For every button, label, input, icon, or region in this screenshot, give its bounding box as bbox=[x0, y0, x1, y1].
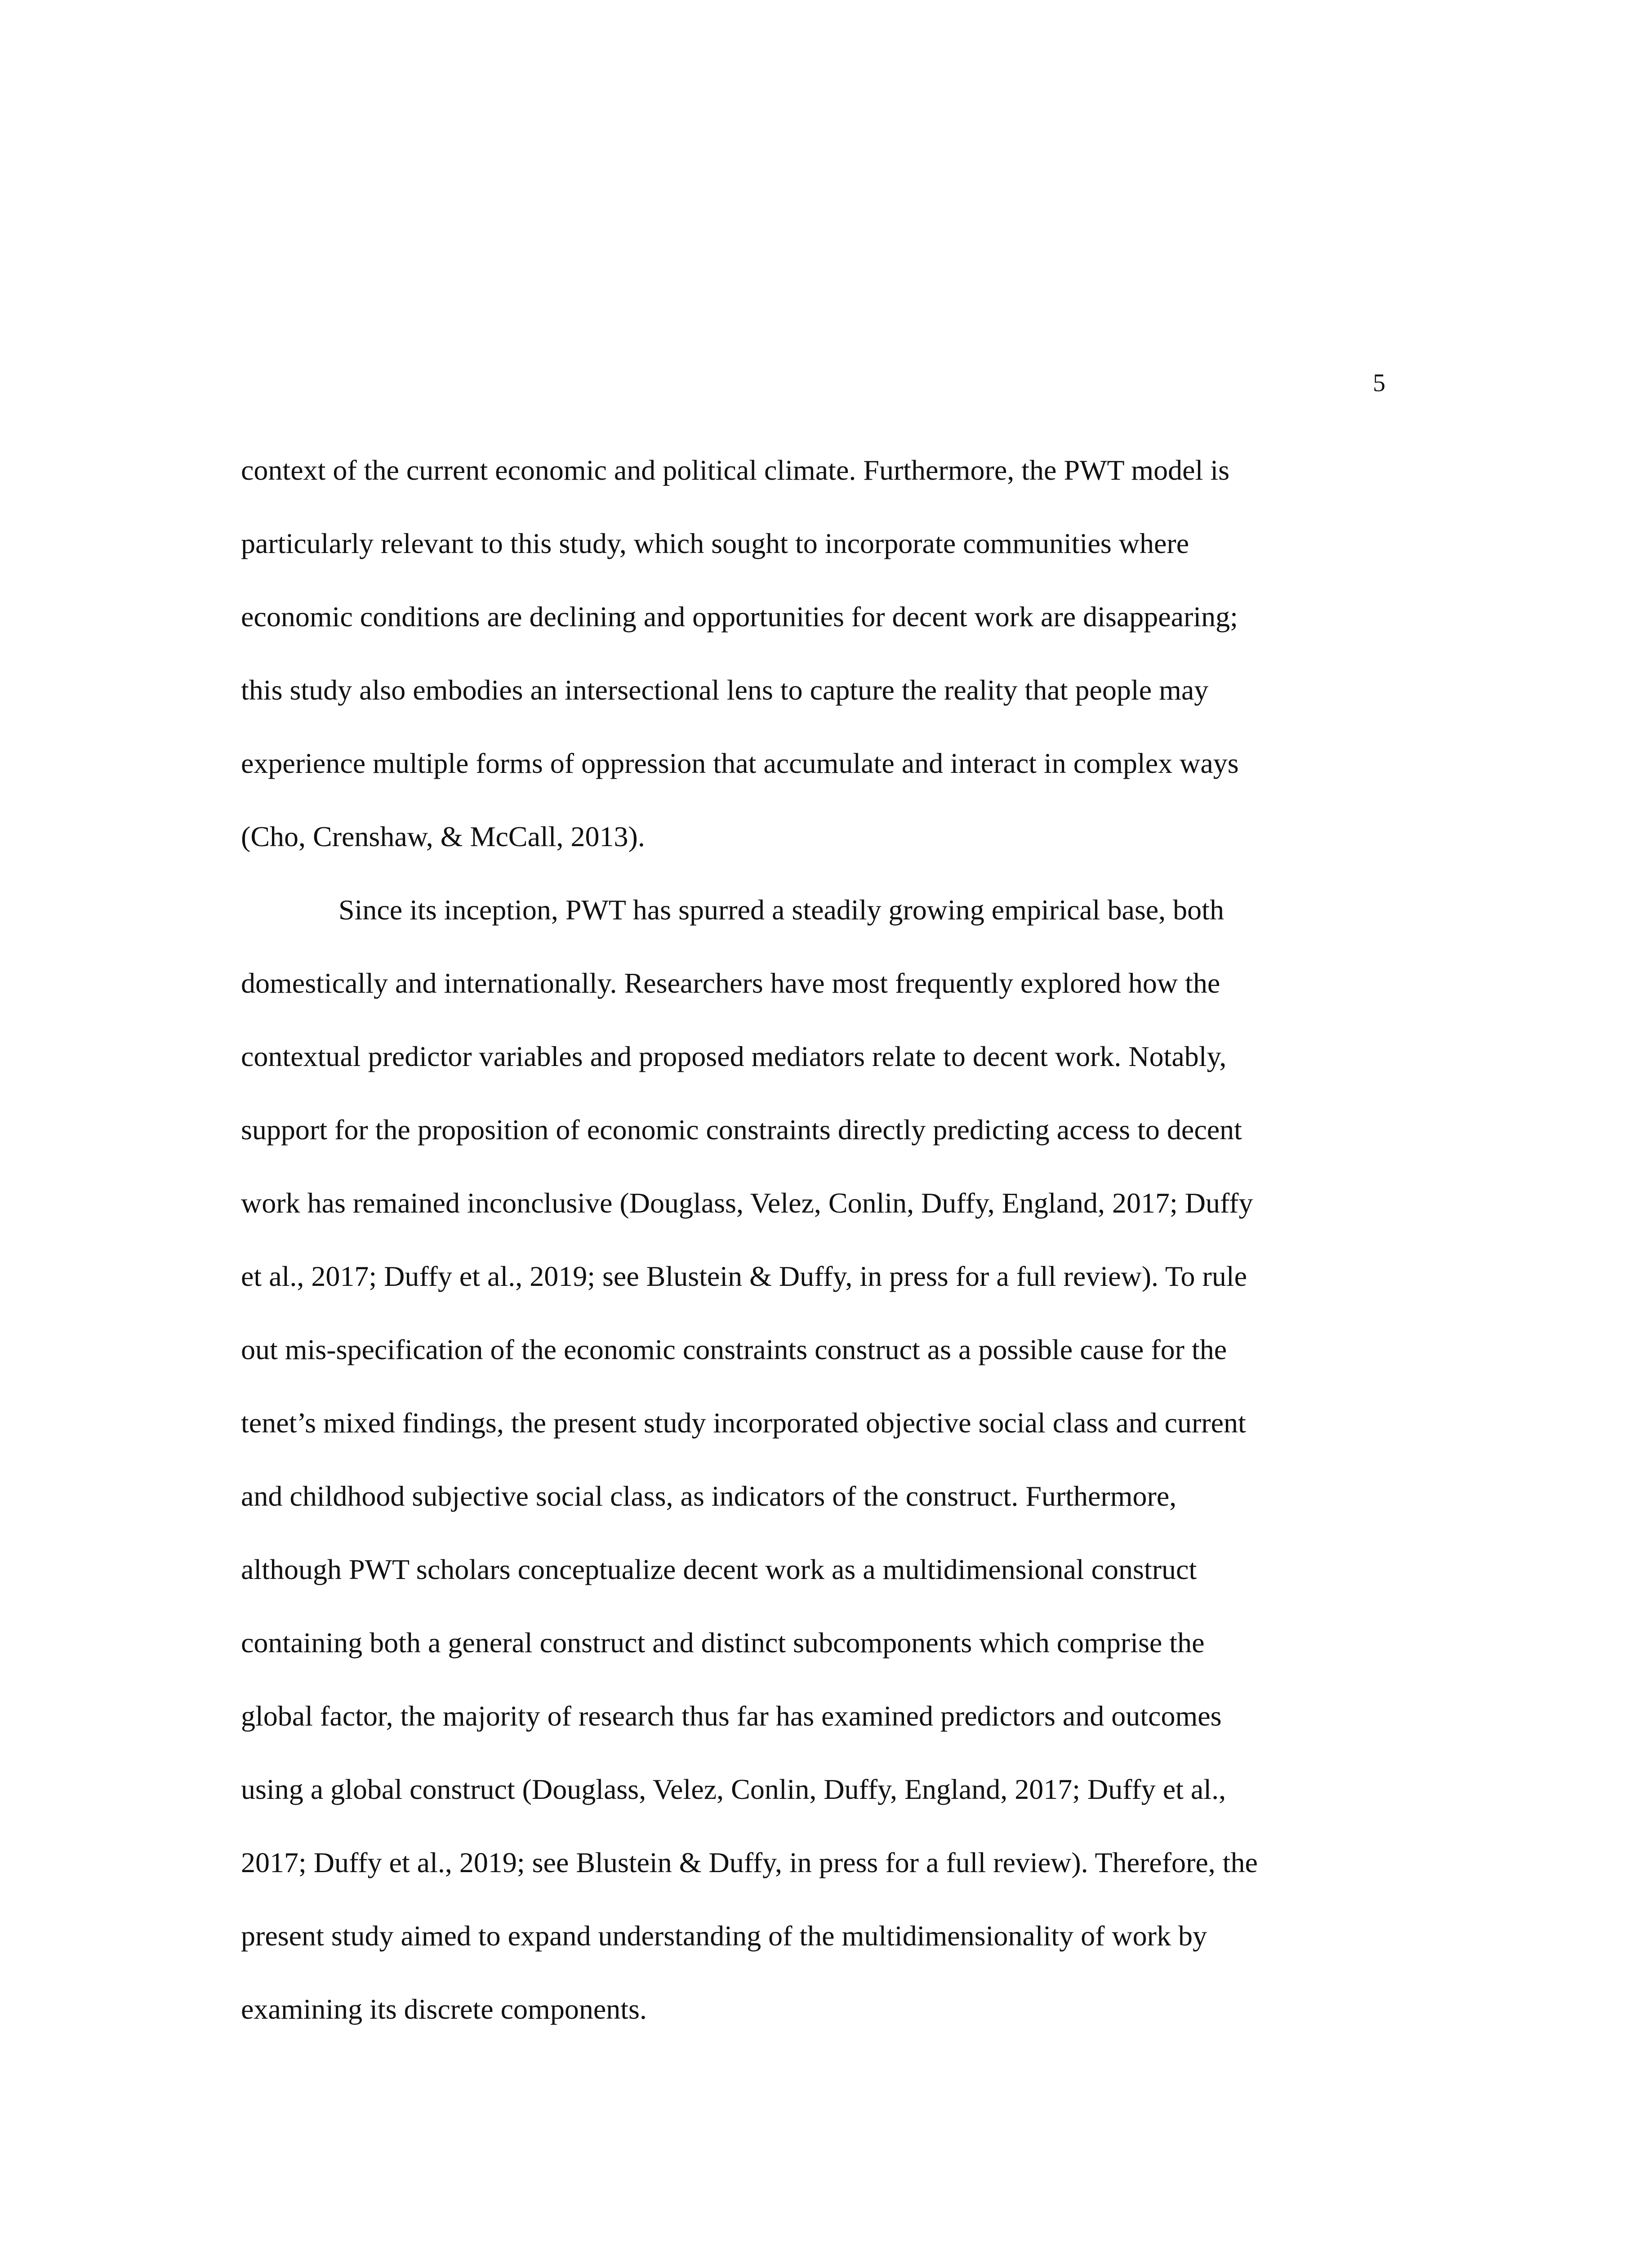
text-line: 2017; Duffy et al., 2019; see Blustein & Duffy, in press for a full review). Therefore, the bbox=[241, 1847, 1258, 1878]
text-line: economic conditions are declining and opportunities for decent work are disappearing; bbox=[241, 601, 1238, 633]
text-line: global factor, the majority of research thus far has examined predictors and outcomes bbox=[241, 1700, 1222, 1732]
text-line: et al., 2017; Duffy et al., 2019; see Blustein & Duffy, in press for a full review). To rule bbox=[241, 1260, 1247, 1292]
page-number: 5 bbox=[1373, 369, 1385, 397]
text-line: using a global construct (Douglass, Velez, Conlin, Duffy, England, 2017; Duffy et al., bbox=[241, 1773, 1226, 1805]
text-line: and childhood subjective social class, as indicators of the construct. Furthermore, bbox=[241, 1480, 1177, 1512]
paragraph-2 bbox=[241, 873, 1383, 2046]
text-line: tenet’s mixed findings, the present study incorporated objective social class and current bbox=[241, 1407, 1246, 1439]
text-line: (Cho, Crenshaw, & McCall, 2013). bbox=[241, 821, 645, 852]
text-line: contextual predictor variables and proposed mediators relate to decent work. Notably, bbox=[241, 1040, 1227, 1072]
text-line: out mis-specification of the economic constraints construct as a possible cause for the bbox=[241, 1334, 1227, 1365]
text-line: although PWT scholars conceptualize decent work as a multidimensional construct bbox=[241, 1553, 1197, 1585]
text-line: containing both a general construct and distinct subcomponents which comprise the bbox=[241, 1627, 1205, 1659]
paragraph-1 bbox=[241, 433, 1383, 873]
text-line: this study also embodies an intersectional lens to capture the reality that people may bbox=[241, 674, 1209, 706]
text-line: examining its discrete components. bbox=[241, 1993, 647, 2025]
text-line: context of the current economic and political climate. Furthermore, the PWT model is bbox=[241, 454, 1230, 486]
text-line: work has remained inconclusive (Douglass, Velez, Conlin, Duffy, England, 2017; Duffy bbox=[241, 1187, 1253, 1219]
text-line: present study aimed to expand understanding of the multidimensionality of work by bbox=[241, 1920, 1207, 1952]
text-line: particularly relevant to this study, which sought to incorporate communities where bbox=[241, 527, 1189, 559]
text-line: domestically and internationally. Researchers have most frequently explored how the bbox=[241, 967, 1220, 999]
text-line: Since its inception, PWT has spurred a steadily growing empirical base, both bbox=[338, 894, 1224, 926]
text-line: experience multiple forms of oppression that accumulate and interact in complex ways bbox=[241, 747, 1239, 779]
text-line: support for the proposition of economic constraints directly predicting access to decent bbox=[241, 1114, 1242, 1146]
body-text bbox=[241, 433, 1383, 2046]
